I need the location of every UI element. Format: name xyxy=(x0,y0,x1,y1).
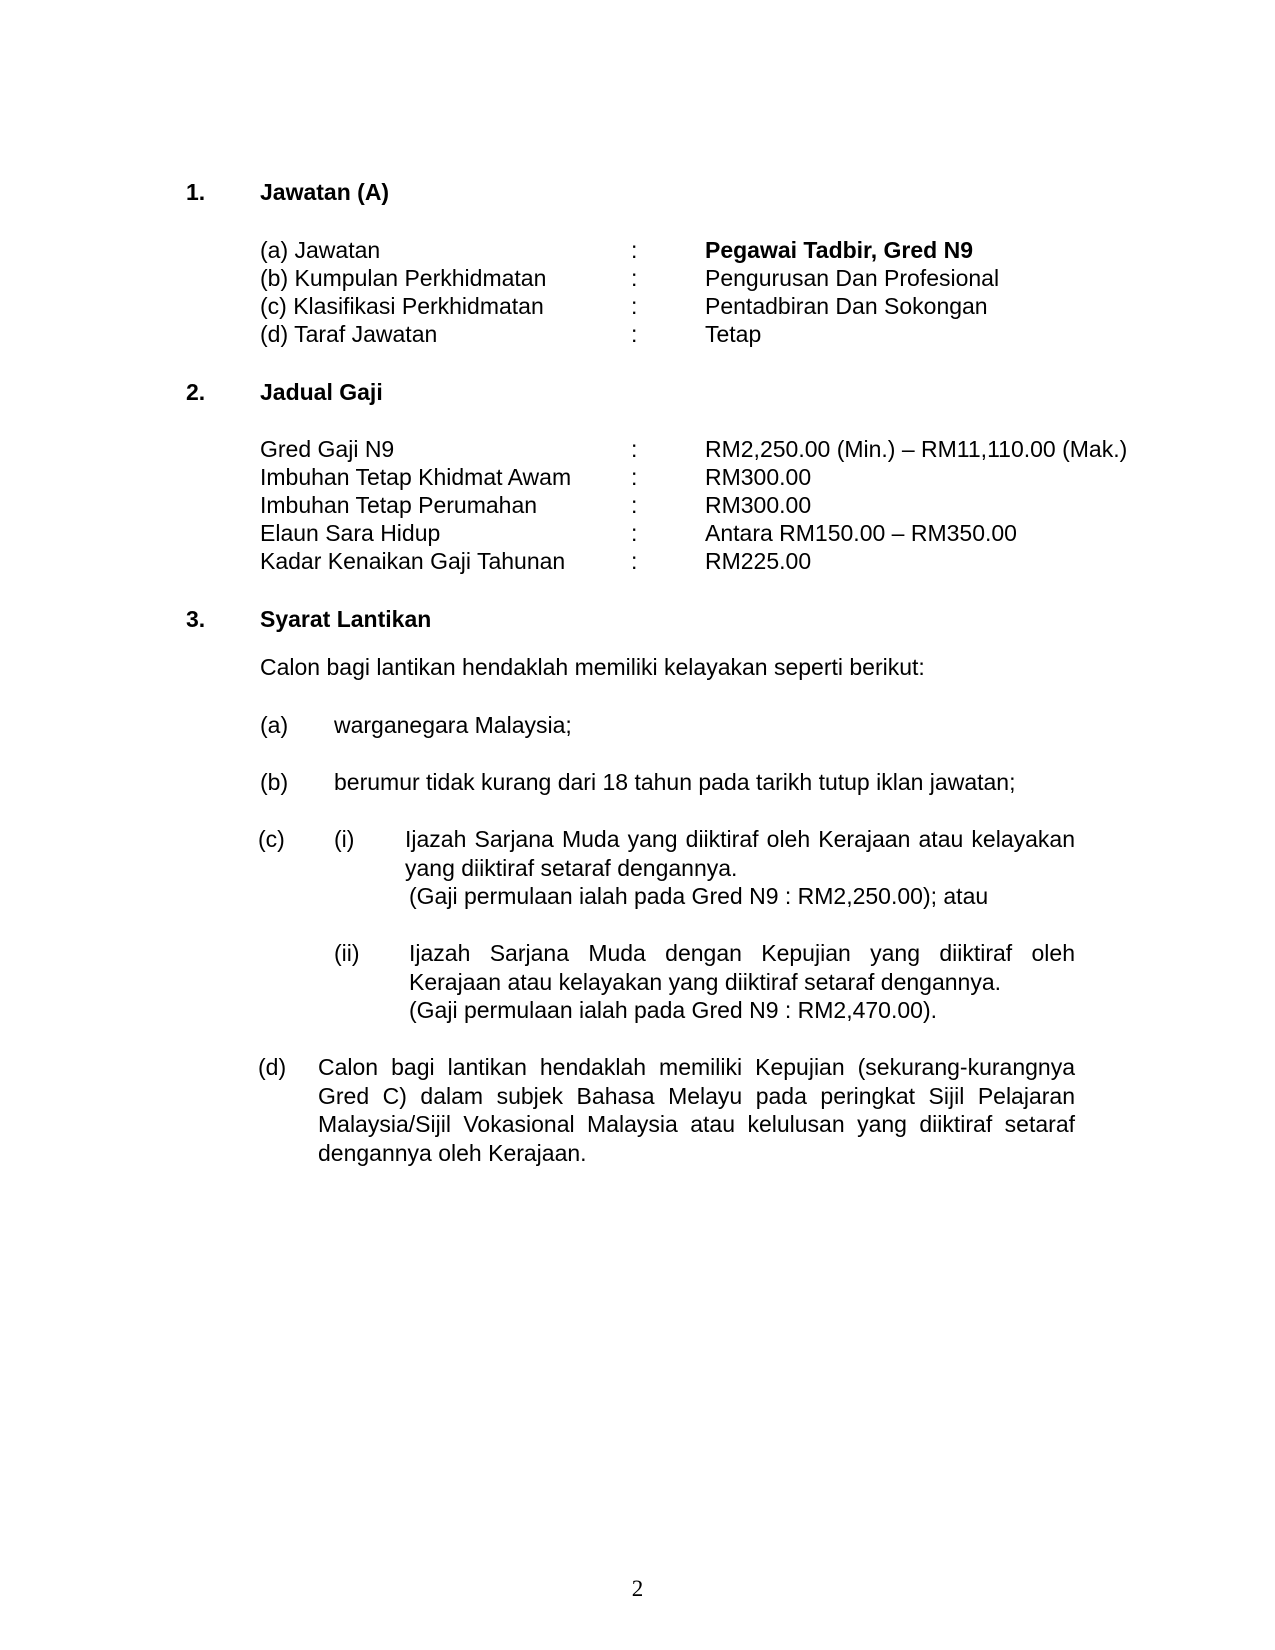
page-number: 2 xyxy=(631,1576,644,1601)
row-colon: : xyxy=(631,293,638,319)
item-d-text: Calon bagi lantikan hendaklah memiliki Kepujian (sekurang-kurangnya Gred C) dalam subjek Bahasa Melayu pada peringkat Sijil Pelajaran Malaysia/Sijil Vokasional Malaysia atau kelulusan yang diiktiraf setaraf dengannya oleh Kerajaan. xyxy=(318,1054,1075,1166)
section-2-heading: Jadual Gaji xyxy=(260,379,383,405)
row-value: RM225.00 xyxy=(705,548,812,574)
row-label: (c) Klasifikasi Perkhidmatan xyxy=(260,293,544,319)
row-colon: : xyxy=(631,237,638,263)
row-value: Pengurusan Dan Profesional xyxy=(705,265,1000,291)
row-colon: : xyxy=(631,492,638,518)
row-value: RM300.00 xyxy=(705,464,812,490)
row-value: RM300.00 xyxy=(705,492,812,518)
section-3-heading: Syarat Lantikan xyxy=(260,606,432,632)
row-colon: : xyxy=(631,548,638,574)
row-label: (b) Kumpulan Perkhidmatan xyxy=(260,265,547,291)
row-colon: : xyxy=(631,265,638,291)
row-value: Tetap xyxy=(705,321,762,347)
item-c-i-marker: (i) xyxy=(334,826,355,852)
section-2-number: 2. xyxy=(186,379,206,405)
item-b-marker: (b) xyxy=(260,769,289,795)
item-c-ii-marker: (ii) xyxy=(334,940,360,966)
section-1-heading: Jawatan (A) xyxy=(260,179,390,205)
row-colon: : xyxy=(631,436,638,462)
row-label: Kadar Kenaikan Gaji Tahunan xyxy=(260,548,566,574)
row-label: Imbuhan Tetap Khidmat Awam xyxy=(260,464,572,490)
row-label: (d) Taraf Jawatan xyxy=(260,321,438,347)
row-label: Imbuhan Tetap Perumahan xyxy=(260,492,538,518)
item-c-marker: (c) xyxy=(258,826,285,852)
section-3-intro: Calon bagi lantikan hendaklah memiliki kelayakan seperti berikut: xyxy=(260,654,925,680)
row-colon: : xyxy=(631,321,638,347)
row-value: Antara RM150.00 – RM350.00 xyxy=(705,520,1017,546)
row-value: Pentadbiran Dan Sokongan xyxy=(705,293,988,319)
item-d-marker: (d) xyxy=(258,1054,287,1080)
item-a-text: warganegara Malaysia; xyxy=(334,712,572,738)
section-1-number: 1. xyxy=(186,179,206,205)
item-c-ii-text: Ijazah Sarjana Muda dengan Kepujian yang diiktiraf oleh Kerajaan atau kelayakan yang diiktiraf setaraf dengannya. xyxy=(409,940,1075,995)
row-value: Pegawai Tadbir, Gred N9 xyxy=(705,237,973,263)
row-colon: : xyxy=(631,464,638,490)
row-label: Elaun Sara Hidup xyxy=(260,520,441,546)
row-label: (a) Jawatan xyxy=(260,237,381,263)
row-value: RM2,250.00 (Min.) – RM11,110.00 (Mak.) xyxy=(705,436,1128,462)
item-c-i-text: Ijazah Sarjana Muda yang diiktiraf oleh Kerajaan atau kelayakan yang diiktiraf setaraf dengannya. xyxy=(405,826,1075,881)
row-label: Gred Gaji N9 xyxy=(260,436,395,462)
item-c-i-note: (Gaji permulaan ialah pada Gred N9 : RM2,250.00); atau xyxy=(409,883,989,909)
section-3-number: 3. xyxy=(186,606,206,632)
item-a-marker: (a) xyxy=(260,712,289,738)
item-b-text: berumur tidak kurang dari 18 tahun pada tarikh tutup iklan jawatan; xyxy=(334,769,1016,795)
row-colon: : xyxy=(631,520,638,546)
item-c-ii-note: (Gaji permulaan ialah pada Gred N9 : RM2,470.00). xyxy=(409,997,938,1023)
